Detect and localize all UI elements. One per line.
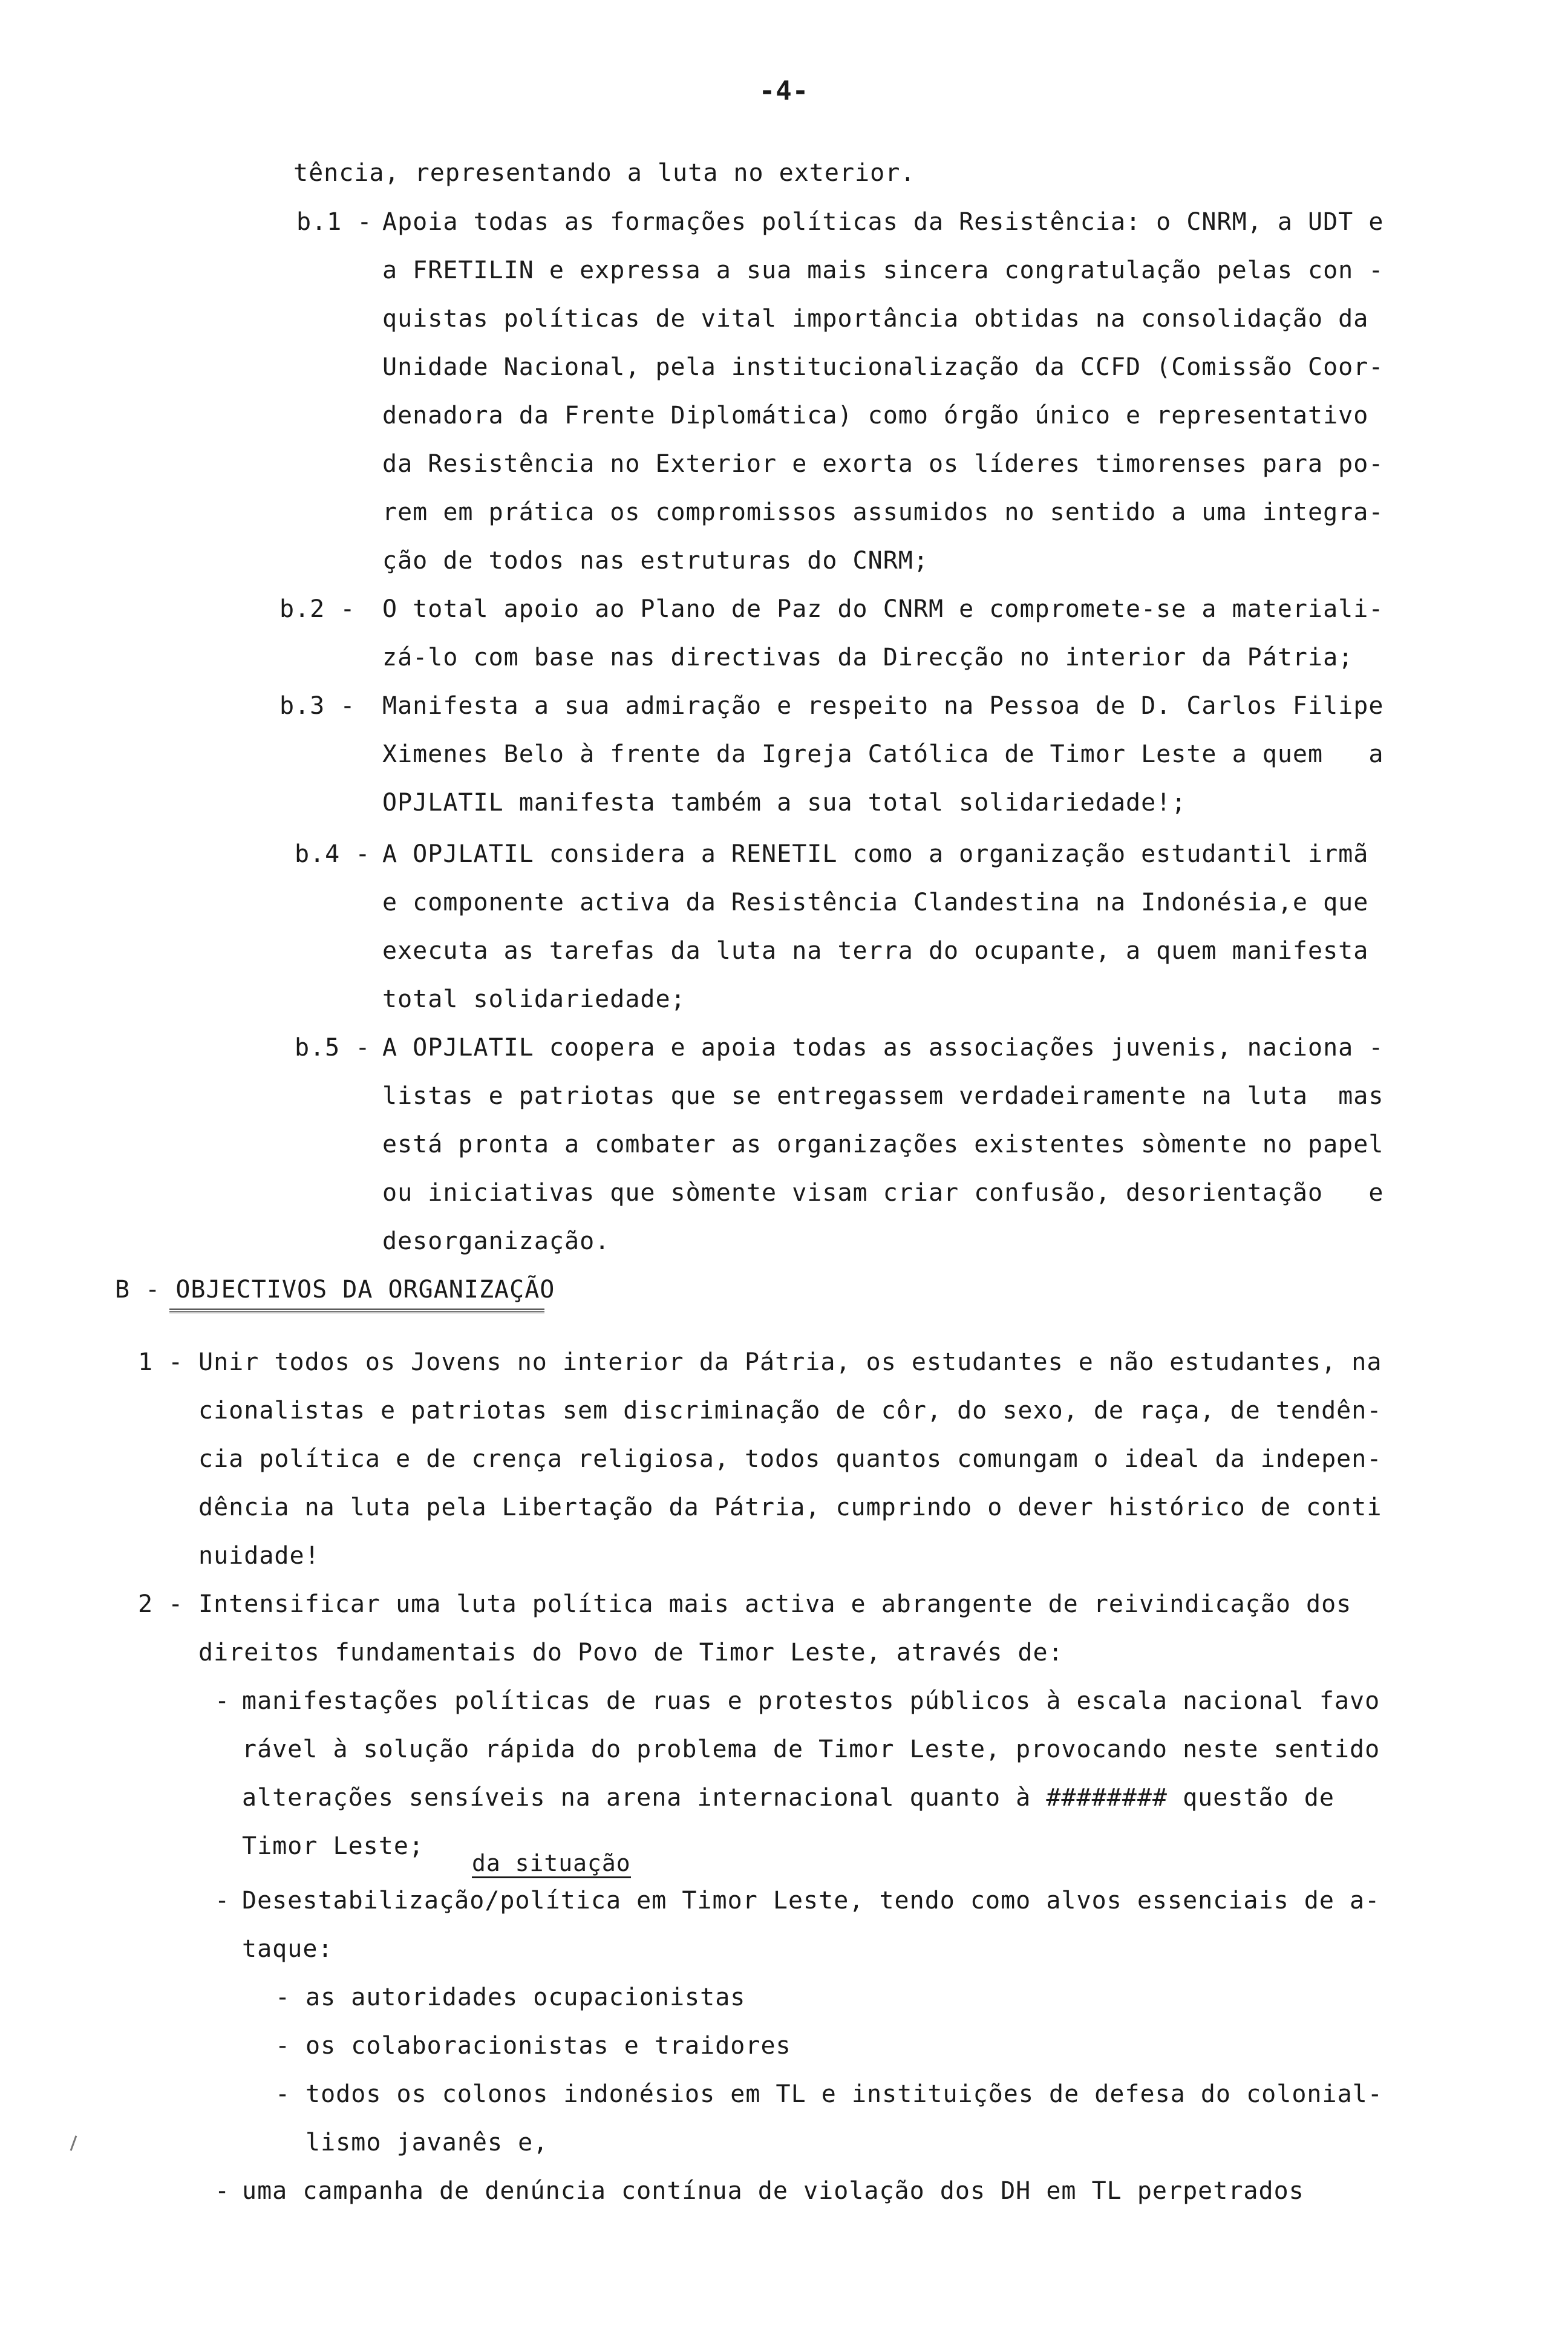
dash-item-line: Timor Leste; (242, 1832, 424, 1860)
item-b5-line: ou iniciativas que sòmente visam criar confusão, desorientação e (382, 1179, 1384, 1207)
dash-item-line: alterações sensíveis na arena internacional quanto à ######## questão de (242, 1784, 1334, 1812)
item-b4-line: A OPJLATIL considera a RENETIL como a organização estudantil irmã (382, 840, 1369, 868)
objective-2-line: direitos fundamentais do Povo de Timor Leste, através de: (198, 1639, 1063, 1667)
sub-item-label: - (275, 2032, 291, 2060)
item-b1-line: rem em prática os compromissos assumidos no sentido a uma integra- (382, 498, 1384, 526)
item-b5-line: listas e patriotas que se entregassem verdadeiramente na luta mas (382, 1082, 1384, 1110)
page-number: -4- (759, 76, 809, 106)
item-b2-label: b.2 - (279, 595, 356, 623)
dash-item-line: rável à solução rápida do problema de Timor Leste, provocando neste sentido (242, 1735, 1380, 1763)
objective-1-label: 1 - (138, 1348, 184, 1376)
item-b1-line: a FRETILIN e expressa a sua mais sincera congratulação pelas con - (382, 256, 1384, 284)
objective-1-line: cia política e de crença religiosa, todos quantos comungam o ideal da indepen- (198, 1445, 1382, 1473)
item-b1-line: denadora da Frente Diplomática) como órgão único e representativo (382, 402, 1369, 429)
item-b4-label: b.4 - (295, 840, 371, 868)
item-b1-line: da Resistência no Exterior e exorta os líderes timorenses para po- (382, 450, 1384, 478)
scan-mark (70, 2135, 77, 2150)
objective-1-line: dência na luta pela Libertação da Pátria, cumprindo o dever histórico de conti (198, 1494, 1382, 1521)
dash-item-line: Desestabilização/política em Timor Leste, tendo como alvos essenciais de a- (242, 1887, 1380, 1915)
item-b4-line: e componente activa da Resistência Clandestina na Indonésia,e que (382, 889, 1369, 916)
dash-item-line: uma campanha de denúncia contínua de violação dos DH em TL perpetrados (242, 2177, 1304, 2205)
objective-2-line: Intensificar uma luta política mais activa e abrangente de reivindicação dos (198, 1590, 1352, 1618)
dash-item-label: - (215, 1687, 230, 1715)
section-heading: B - OBJECTIVOS DA ORGANIZAÇÃO (115, 1276, 555, 1304)
item-b5-line: A OPJLATIL coopera e apoia todas as associações juvenis, naciona - (382, 1034, 1384, 1062)
item-b5-label: b.5 - (295, 1034, 371, 1062)
sub-item-label: - (275, 1983, 291, 2011)
item-b3-line: OPJLATIL manifesta também a sua total solidariedade!; (382, 789, 1187, 817)
item-b5-line: desorganização. (382, 1227, 610, 1255)
item-b4-line: executa as tarefas da luta na terra do ocupante, a quem manifesta (382, 937, 1369, 965)
item-b3-label: b.3 - (279, 692, 356, 720)
intro-line: tência, representando a luta no exterior. (293, 159, 916, 187)
item-b3-line: Manifesta a sua admiração e respeito na Pessoa de D. Carlos Filipe (382, 692, 1384, 720)
item-b1-line: quistas políticas de vital importância obtidas na consolidação da (382, 305, 1369, 333)
sub-item-label: - (275, 2080, 291, 2108)
inserted-text: da situação (472, 1850, 631, 1878)
sub-item-line: os colaboracionistas e traidores (305, 2032, 791, 2060)
sub-item-line: as autoridades ocupacionistas (305, 1983, 746, 2011)
item-b3-line: Ximenes Belo à frente da Igreja Católica de Timor Leste a quem a (382, 740, 1384, 768)
item-b1-line: Apoia todas as formações políticas da Resistência: o CNRM, a UDT e (382, 208, 1384, 236)
dash-item-label: - (215, 2177, 230, 2205)
sub-item-line: lismo javanês e, (305, 2129, 549, 2157)
heading-underline (169, 1308, 544, 1310)
objective-1-line: cionalistas e patriotas sem discriminação de côr, do sexo, de raça, de tendên- (198, 1397, 1382, 1425)
item-b1-line: ção de todos nas estruturas do CNRM; (382, 547, 929, 575)
objective-2-label: 2 - (138, 1590, 184, 1618)
item-b2-line: zá-lo com base nas directivas da Direcção no interior da Pátria; (382, 644, 1354, 671)
objective-1-line: nuidade! (198, 1542, 320, 1570)
dash-item-line: manifestações políticas de ruas e protestos públicos à escala nacional favo (242, 1687, 1380, 1715)
item-b5-line: está pronta a combater as organizações existentes sòmente no papel (382, 1131, 1384, 1158)
objective-1-line: Unir todos os Jovens no interior da Pátria, os estudantes e não estudantes, na (198, 1348, 1382, 1376)
sub-item-line: todos os colonos indonésios em TL e instituições de defesa do colonial- (305, 2080, 1383, 2108)
item-b1-label: b.1 - (296, 208, 373, 236)
heading-underline (169, 1311, 544, 1313)
dash-item-label: - (215, 1887, 230, 1915)
item-b2-line: O total apoio ao Plano de Paz do CNRM e compromete-se a materiali- (382, 595, 1384, 623)
item-b4-line: total solidariedade; (382, 985, 686, 1013)
item-b1-line: Unidade Nacional, pela institucionalização da CCFD (Comissão Coor- (382, 353, 1384, 381)
dash-item-line: taque: (242, 1935, 333, 1963)
